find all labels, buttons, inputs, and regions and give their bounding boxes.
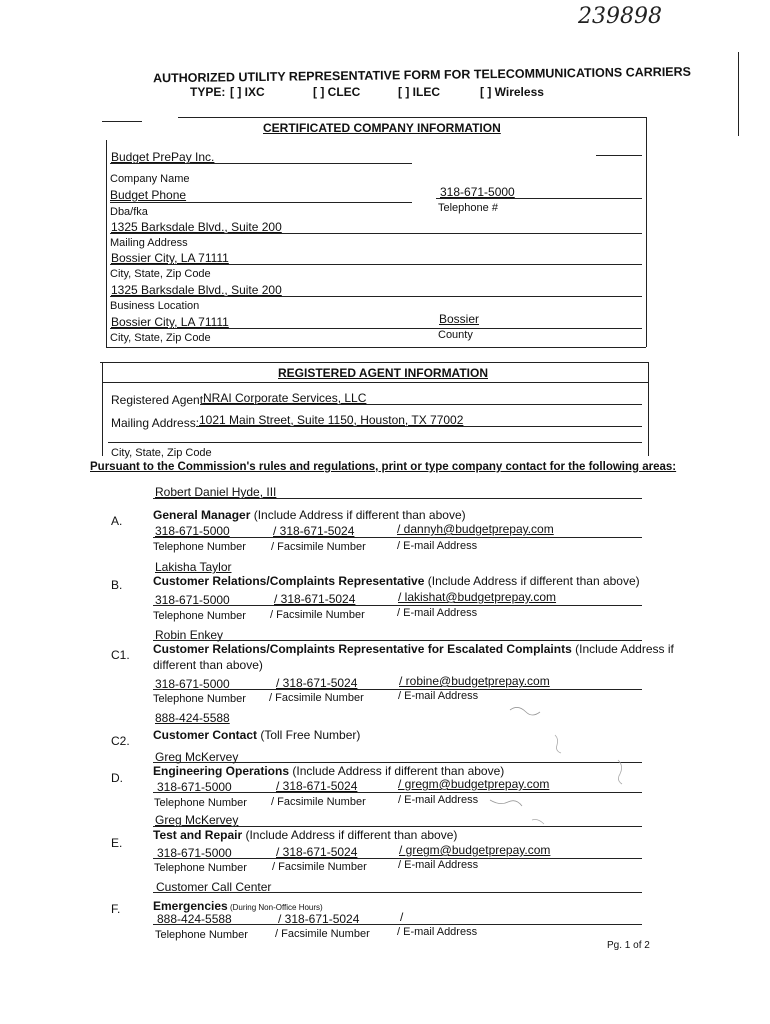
company-name-label: Company Name (110, 173, 190, 185)
agent-city-line (108, 442, 642, 443)
contact-f-phone[interactable]: 888-424-5588 (157, 912, 232, 926)
company-telephone-value[interactable]: 318-671-5000 (440, 185, 515, 199)
contact-b-fax[interactable]: / 318-671-5024 (274, 592, 356, 606)
telephone-label: Telephone # (438, 202, 498, 214)
business-location-label: Business Location (110, 300, 200, 312)
contact-e-title: Test and Repair (153, 828, 243, 842)
agent-line (200, 404, 642, 405)
contact-a-title: General Manager (153, 508, 251, 522)
mailing-city-value[interactable]: Bossier City, LA 71111 (111, 251, 229, 265)
contact-c1-letter: C1. (111, 648, 130, 662)
box-line (106, 347, 646, 348)
email-address-label: / E-mail Address (398, 794, 479, 806)
line (153, 498, 642, 499)
contact-b-note: (Include Address if different than above) (424, 574, 640, 588)
box-line (106, 140, 107, 348)
type-clec-checkbox[interactable]: [ ] CLEC (313, 85, 361, 99)
contact-e-note: (Include Address if different than above) (242, 828, 458, 842)
contact-e-phone[interactable]: 318-671-5000 (157, 846, 232, 860)
mailing-address-label: Mailing Address (110, 237, 188, 249)
telephone-number-label: Telephone Number (153, 693, 246, 705)
company-name-line (110, 163, 412, 164)
contact-a-letter: A. (111, 514, 123, 528)
box-line (102, 362, 103, 456)
facsimile-number-label: / Facsimile Number (271, 796, 366, 808)
type-label: TYPE: (190, 85, 226, 99)
county-value[interactable]: Bossier (439, 312, 480, 326)
box-line (648, 362, 649, 456)
contact-a-name[interactable]: Robert Daniel Hyde, III (155, 485, 277, 499)
rule-line (596, 155, 642, 156)
registered-agent-label: Registered Agent: (111, 393, 207, 407)
contact-f-letter: F. (111, 902, 121, 916)
facsimile-number-label: / Facsimile Number (270, 609, 365, 621)
contact-d-phone[interactable]: 318-671-5000 (157, 780, 232, 794)
contact-f-title: Emergencies (153, 899, 228, 913)
mailing-line (110, 233, 642, 234)
scan-artifact-marks (470, 700, 670, 850)
contact-c1-note: (Include Address if (571, 642, 674, 656)
type-ilec-checkbox[interactable]: [ ] ILEC (398, 85, 440, 99)
line (153, 537, 642, 538)
contact-f-note: (During Non-Office Hours) (227, 903, 323, 912)
contact-d-letter: D. (111, 771, 123, 785)
telephone-number-label: Telephone Number (155, 929, 248, 941)
company-name-value[interactable]: Budget PrePay Inc. (111, 150, 215, 164)
contact-e-fax[interactable]: / 318-671-5024 (276, 845, 358, 859)
business-location-value[interactable]: 1325 Barksdale Blvd., Suite 200 (111, 283, 282, 297)
company-section-title: CERTIFICATED COMPANY INFORMATION (263, 121, 501, 135)
contact-c2-title: Customer Contact (153, 728, 258, 742)
business-line (110, 296, 642, 297)
instruction-text: Pursuant to the Commission's rules and regulations, print or type company contact for the following areas: (90, 461, 677, 473)
contact-c1-fax[interactable]: / 318-671-5024 (276, 676, 358, 690)
county-label: County (438, 329, 473, 341)
email-address-label: / E-mail Address (397, 607, 478, 619)
agent-mailing-label: Mailing Address: (111, 416, 200, 430)
business-city-line (110, 328, 642, 329)
box-line (100, 362, 648, 363)
line (153, 640, 642, 641)
contact-c2-note: (Toll Free Number) (257, 728, 361, 742)
telephone-number-label: Telephone Number (153, 610, 246, 622)
contact-c1-note2: different than above) (153, 658, 263, 672)
email-address-label: / E-mail Address (398, 859, 479, 871)
dba-label: Dba/fka (110, 206, 148, 218)
box-line (102, 382, 648, 383)
telephone-number-label: Telephone Number (154, 862, 247, 874)
contact-a-email[interactable]: / dannyh@budgetprepay.com (397, 522, 554, 536)
contact-d-name[interactable]: Greg McKervey (155, 750, 239, 764)
facsimile-number-label: / Facsimile Number (269, 692, 364, 704)
contact-e-name[interactable]: Greg McKervey (155, 813, 239, 827)
contact-a-fax[interactable]: / 318-671-5024 (273, 524, 355, 538)
agent-mailing-value[interactable]: 1021 Main Street, Suite 1150, Houston, TX 77002 (199, 413, 464, 427)
box-line (178, 117, 646, 118)
box-line (646, 117, 647, 347)
agent-city-label: City, State, Zip Code (111, 447, 212, 459)
contact-a-phone[interactable]: 318-671-5000 (155, 524, 230, 538)
contact-d-title: Engineering Operations (153, 764, 290, 778)
telephone-line (436, 198, 642, 199)
city-state-zip-label: City, State, Zip Code (110, 268, 211, 280)
contact-e-letter: E. (111, 836, 123, 850)
agent-section-title: REGISTERED AGENT INFORMATION (278, 366, 488, 380)
business-city-value[interactable]: Bossier City, LA 71111 (111, 315, 229, 329)
margin-mark (738, 52, 739, 136)
contact-c1-email[interactable]: / robine@budgetprepay.com (399, 674, 550, 688)
email-address-label: / E-mail Address (397, 926, 478, 938)
facsimile-number-label: / Facsimile Number (271, 541, 366, 553)
line (153, 892, 642, 893)
contact-d-email[interactable]: / gregm@budgetprepay.com (398, 777, 550, 791)
contact-c1-phone[interactable]: 318-671-5000 (155, 677, 230, 691)
type-wireless-checkbox[interactable]: [ ] Wireless (480, 85, 544, 99)
registered-agent-value[interactable]: NRAI Corporate Services, LLC (203, 391, 367, 405)
contact-b-letter: B. (111, 578, 123, 592)
contact-c1-title: Customer Relations/Complaints Representative for Escalated Complaints (153, 642, 572, 656)
contact-b-title: Customer Relations/Complaints Representative (153, 574, 425, 588)
contact-b-email[interactable]: / lakishat@budgetprepay.com (398, 590, 557, 604)
line (153, 605, 642, 606)
contact-f-name[interactable]: Customer Call Center (156, 880, 272, 894)
contact-d-note: (Include Address if different than above) (289, 764, 505, 778)
telephone-number-label: Telephone Number (153, 541, 246, 553)
contact-b-phone[interactable]: 318-671-5000 (155, 593, 230, 607)
contact-a-note: (Include Address if different than above) (250, 508, 466, 522)
form-title: AUTHORIZED UTILITY REPRESENTATIVE FORM FOR TELECOMMUNICATIONS CARRIERS (152, 64, 692, 86)
dba-line (110, 202, 412, 203)
contact-f-email[interactable]: / (400, 910, 404, 924)
agent-mailing-line (196, 426, 642, 427)
email-address-label: / E-mail Address (398, 690, 479, 702)
telephone-number-label: Telephone Number (154, 797, 247, 809)
type-ixc-checkbox[interactable]: [ ] IXC (230, 85, 265, 99)
mailing-city-line (110, 264, 642, 265)
mailing-address-value[interactable]: 1325 Barksdale Blvd., Suite 200 (111, 220, 282, 234)
handwritten-doc-number: 239898 (578, 4, 662, 29)
box-line (102, 121, 142, 122)
contact-b-name[interactable]: Lakisha Taylor (155, 560, 232, 574)
dba-value[interactable]: Budget Phone (110, 188, 187, 202)
contact-d-fax[interactable]: / 318-671-5024 (276, 779, 358, 793)
page-number: Pg. 1 of 2 (607, 940, 650, 951)
facsimile-number-label: / Facsimile Number (272, 861, 367, 873)
facsimile-number-label: / Facsimile Number (275, 928, 370, 940)
contact-c1-name[interactable]: Robin Enkey (155, 628, 224, 642)
contact-c2-letter: C2. (111, 734, 130, 748)
contact-c2-tollfree[interactable]: 888-424-5588 (155, 711, 230, 725)
contact-e-email[interactable]: / gregm@budgetprepay.com (399, 843, 551, 857)
email-address-label: / E-mail Address (397, 540, 478, 552)
business-city-label: City, State, Zip Code (110, 332, 211, 344)
line (153, 924, 642, 925)
contact-f-fax[interactable]: / 318-671-5024 (278, 912, 360, 926)
